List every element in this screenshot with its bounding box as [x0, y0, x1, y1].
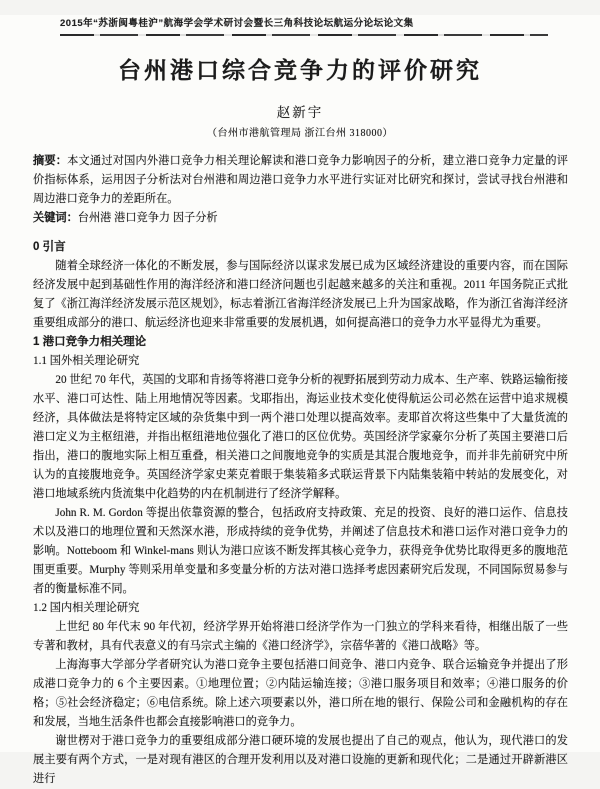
keywords-text: 台州港 港口竞争力 因子分析	[77, 212, 218, 224]
subsection-heading-foreign-research: 1.1 国外相关理论研究	[33, 355, 140, 367]
section-heading-port-competitiveness-theory: 1 港口竞争力相关理论	[33, 336, 147, 348]
paper-body	[33, 152, 568, 789]
author-name: 赵新宇	[276, 105, 324, 120]
keywords-label: 关键词：	[33, 212, 78, 224]
paragraph-domestic-research-1: 上世纪 80 年代末 90 年代初，经济学界开始将港口经济学作为一门独立的学科来看待，相继出版了一些专著和教材，具有代表意义的有马宗式主编的《港口经济学》，宗蓓华著的《港口战略》等。	[33, 621, 568, 652]
keywords-line	[33, 209, 568, 228]
paragraph-foreign-research-2: John R. M. Gordon 等提出依靠资源的整合，包括政府支持政策、充足的投资、良好的港口运作、信息技术以及港口的地理位置和天然深水港，形成持续的竞争优势，并阐述了信息技术和港口运作对港口竞争力的影响。Notteboom 和 Winkel-mans 则认为港口应该不断发挥其核心竞争力，获得竞争优势比取得更多的腹地范围更重要。Murphy 等则采用单变量和多变量分析的方法对港口选择考虑因素研究后发现，不同国际贸易参与者的衡量标准不同。	[33, 507, 568, 595]
subsection-heading-domestic-research: 1.2 国内相关理论研究	[33, 602, 140, 614]
running-header: 2015年“苏浙闽粤桂沪”航海学会学术研讨会暨长三角科技论坛航运分论坛论文集	[60, 18, 414, 29]
paragraph-domestic-research-2: 上海海事大学部分学者研究认为港口竞争主要包括港口间竞争、港口内竞争、联合运输竞争并提出了形成港口竞争力的 6 个主要因素。①地理位置；②内陆运输连接；③港口服务项目和效率；④港口服务的价格；⑤社会经济稳定；⑥电信系统。除上述六项要素以外，港口所在地的银行、保险公司和金融机构的存在和发展，当地生活条件也都会直接影响港口的竞争力。	[33, 659, 568, 728]
paragraph-foreign-research-1: 20 世纪 70 年代，英国的戈耶和肯扬等将港口竞争分析的视野拓展到劳动力成本、生产率、铁路运输衔接水平、港口可达性、陆上用地情况等因素。戈耶指出，海运业技术变化使得航运公司必然在运营中追求规模经济，具体做法是将特定区域的杂货集中到一两个港口处理以提高效率。麦耶首次将这些集中了大量货流的港口定义为主枢纽港，并指出枢纽港地位强化了港口的区位优势。英国经济学家豪尔分析了英国主要港口后指出，港口的腹地实际上相互重叠，相关港口之间腹地竞争的实质是其混合腹地竞争，而并非先前研究中所认为的直接腹地竞争。英国经济学家史莱克着眼于集装箱多式联运背景下内陆集装箱中转站的发展变化，对港口地域系统内货流集中化趋势的内在机制进行了经济学解释。	[33, 374, 568, 500]
section-heading-introduction: 0 引言	[33, 241, 66, 253]
paragraph-domestic-research-3: 谢世楞对于港口竞争力的重要组成部分港口硬环境的发展也提出了自己的观点，他认为，现代港口的发展主要有两个方式，一是对现有港区的合理开发利用以及对港口设施的更新和现代化；二是通过开辟新港区进行	[33, 735, 568, 785]
scanned-paper-page	[0, 15, 600, 785]
header-rule	[60, 34, 548, 36]
author-affiliation: （台州市港航管理局 浙江台州 318000）	[207, 128, 393, 139]
abstract-block	[33, 152, 568, 209]
abstract-label: 摘要：	[33, 155, 68, 167]
abstract-text: 本文通过对国内外港口竞争力相关理论解读和港口竞争力影响因子的分析，建立港口竞争力定量的评价指标体系，运用因子分析法对台州港和周边港口竞争力水平进行实证对比研究和探讨，尝试寻找台州港和周边港口竞争力的差距所在。	[33, 155, 568, 205]
paper-title: 台州港口综合竞争力的评价研究	[118, 57, 482, 83]
paragraph-introduction: 随着全球经济一体化的不断发展，参与国际经济以谋求发展已成为区域经济建设的重要内容，而在国际经济发展中起到基础性作用的海洋经济和港口经济问题也引起越来越多的关注和重视。2011 年国务院正式批复了《浙江海洋经济发展示范区规划》，标志着浙江省海洋经济发展已上升为国家战略，作为浙江省海洋经济重要组成部分的港口、航运经济也迎来非常重要的发展机遇，如何提高港口的竞争力水平显得尤为重要。	[33, 260, 568, 329]
